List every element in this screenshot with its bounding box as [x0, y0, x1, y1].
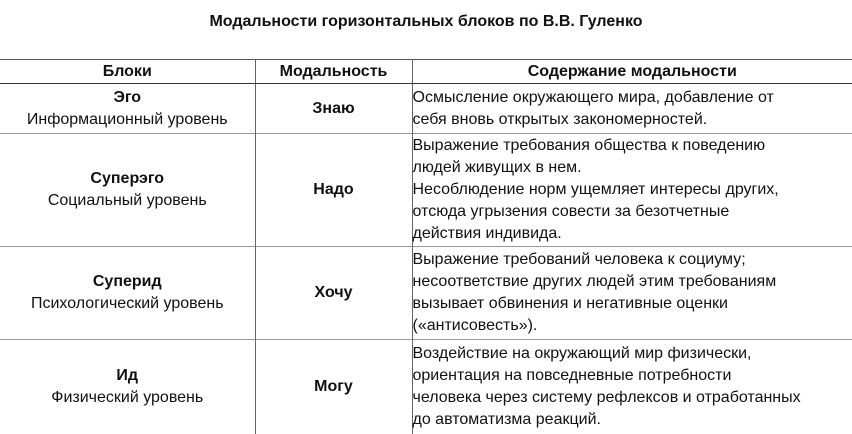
- content-cell: [412, 134, 852, 247]
- table-row-superego: [0, 134, 852, 247]
- modality-cell: Могу: [255, 340, 412, 434]
- block-level: Психологический уровень: [30, 295, 224, 312]
- block-cell: [0, 340, 255, 434]
- document-title: Модальности горизонтальных блоков по В.В. Гуленко: [209, 13, 643, 30]
- block-name: Эго: [113, 88, 142, 106]
- content-line: до автоматизма реакций.: [412, 410, 601, 428]
- content-line: вызывает обвинения и негативные оценки: [412, 295, 728, 312]
- header-blocks: Блоки: [0, 60, 255, 84]
- table-header-row: [0, 60, 852, 84]
- content-line: действия индивида.: [412, 225, 562, 242]
- content-cell: [412, 247, 852, 340]
- content-line: Несоблюдение норм ущемляет интересы других,: [412, 181, 779, 198]
- block-name: Суперэго: [90, 170, 165, 187]
- content-line: Осмысление окружающего мира, добавление от: [412, 88, 774, 106]
- table-row-id: [0, 340, 852, 434]
- modality-cell: Хочу: [255, 247, 412, 340]
- content-line: людей живущих в нем.: [412, 159, 582, 176]
- block-cell: [0, 134, 255, 247]
- content-line: отсюда угрызения совести за безотчетные: [412, 203, 730, 220]
- header-content: Содержание модальности: [412, 60, 852, 84]
- content-line: («антисовесть»).: [412, 317, 538, 334]
- content-line: Выражение требований человека к социуму;: [412, 251, 746, 268]
- table-row-superid: [0, 247, 852, 340]
- content-line: себя вновь открытых закономерностей.: [412, 110, 708, 128]
- block-name: Суперид: [92, 273, 162, 290]
- header-modality: Модальность: [255, 60, 412, 84]
- block-level: Социальный уровень: [47, 192, 207, 209]
- content-cell: [412, 84, 852, 134]
- content-line: Выражение требования общества к поведению: [412, 137, 766, 154]
- modality-cell: Знаю: [255, 84, 412, 134]
- block-cell: [0, 247, 255, 340]
- content-line: Воздействие на окружающий мир физически,: [412, 344, 752, 362]
- content-line: человека через систему рефлексов и отработанных: [412, 388, 801, 406]
- table-row-ego: [0, 84, 852, 134]
- block-name: Ид: [116, 366, 139, 384]
- modality-cell: Надо: [255, 134, 412, 247]
- content-line: несоответствие других людей этим требованиям: [412, 273, 777, 290]
- block-cell: [0, 84, 255, 134]
- block-level: Информационный уровень: [26, 110, 228, 128]
- modalities-table: [0, 59, 852, 434]
- content-cell: [412, 340, 852, 434]
- block-level: Физический уровень: [51, 388, 204, 406]
- content-line: ориентация на повседневные потребности: [412, 366, 732, 384]
